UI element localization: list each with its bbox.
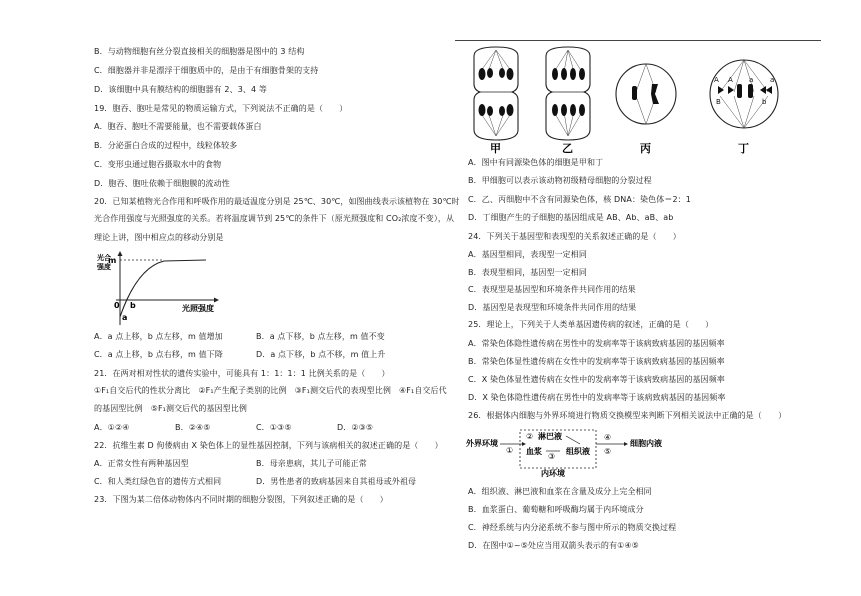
q21-option-c: C．①③⑤	[256, 423, 292, 432]
q23-option-d: D．丁细胞产生的子细胞的基因组成是 AB、Ab、aB、ab	[468, 213, 674, 222]
q21-option-d: D．②③⑤	[337, 423, 374, 432]
svg-text:a: a	[770, 76, 775, 84]
diagram-num-1: ①	[506, 446, 514, 455]
diagram-num-5: ⑤	[604, 447, 612, 456]
q22-option-c: C．和人类红绿色盲的遗传方式相同	[94, 477, 222, 486]
cell-label-yi: 乙	[562, 142, 573, 154]
q25-stem: 25．理论上，下列关于人类单基因遗传病的叙述，正确的是（ ）	[468, 320, 714, 329]
q23-cell-division-figure	[466, 44, 784, 154]
graph-xlabel: 光照强度	[182, 304, 214, 313]
q25-option-b: B．常染色体显性遗传病在女性中的发病率等于该病致病基因的基因频率	[468, 357, 725, 366]
q18-option-b: B．与动物细胞有丝分裂直接相关的细胞器是图中的 3 结构	[94, 47, 305, 56]
cell-yi-figure	[546, 47, 590, 140]
q19-option-d: D．胞吞、胞吐依赖于细胞膜的流动性	[94, 179, 230, 188]
q18-option-c: C．细胞器并非是漂浮于细胞质中的，是由于有细胞骨架的支持	[94, 66, 319, 75]
q20-stem-line1: 20．已知某植物光合作用和呼吸作用的最适温度分别是 25℃、30℃，如图曲线表示该植物在 30℃时	[94, 197, 460, 206]
svg-text:A: A	[714, 76, 719, 84]
cell-bing-figure	[616, 64, 676, 124]
diagram-num-4: ④	[604, 433, 612, 442]
cell-label-ding: 丁	[738, 142, 749, 154]
q22-option-b: B．母亲患病，其儿子可能正常	[256, 459, 367, 468]
svg-text:A: A	[728, 76, 733, 84]
q19-option-b: B．分泌蛋白合成的过程中，线粒体较多	[94, 141, 238, 150]
q20-option-d: D．a 点下移，b 点不移，m 值上升	[256, 350, 386, 359]
q26-option-d: D．在图中①~⑤处应当用双箭头表示的有①④⑤	[468, 541, 639, 550]
q21-option-a: A．①②④	[94, 423, 130, 432]
q24-option-c: C．表现型是基因型和环境条件共同作用的结果	[468, 285, 636, 294]
q26-stem: 26．根据体内细胞与外界环境进行物质交换模型来判断下列相关说法中正确的是（ ）	[468, 411, 787, 420]
q24-stem: 24．下列关于基因型和表现型的关系叙述正确的是（ ）	[468, 232, 681, 241]
header-rule	[455, 40, 821, 41]
graph-origin-label: 0	[114, 301, 120, 310]
q23-option-a: A．图中有同源染色体的细胞是甲和丁	[468, 158, 604, 167]
q21-stem: 21．在两对相对性状的遗传实验中，可能具有 1：1：1：1 比例关系的是（ ）	[94, 369, 390, 378]
q19-option-a: A．胞吞、胞吐不需要能量，也不需要载体蛋白	[94, 122, 262, 131]
diagram-outside-env: 外界环境	[466, 439, 498, 448]
diagram-inner-env: 内环境	[541, 469, 565, 478]
cell-ding-figure	[710, 60, 778, 128]
q24-option-b: B．表现型相同，基因型一定相同	[468, 268, 587, 277]
cell-label-bing: 丙	[640, 142, 651, 154]
q25-option-a: A．常染色体隐性遗传病在男性中的发病率等于该病致病基因的基因频率	[468, 339, 725, 348]
graph-ylabel-2: 强度	[97, 263, 111, 271]
q26-option-b: B．血浆蛋白、葡萄糖和呼吸酶均属于内环境成分	[468, 505, 644, 514]
q26-internal-environment-diagram	[466, 426, 706, 480]
q25-option-c: C．X 染色体显性遗传病在女性中的发病率等于该病致病基因的基因频率	[468, 375, 725, 384]
graph-ylabel-1: 光合	[97, 254, 111, 262]
q20-option-c: C．a 点上移，b 点右移，m 值下降	[94, 350, 223, 359]
graph-b-label: b	[130, 301, 136, 310]
graph-a-label: a	[122, 313, 128, 322]
cell-label-jia: 甲	[490, 142, 501, 154]
q21-option-b: B．②④⑤	[175, 423, 211, 432]
q22-stem: 22．抗维生素 D 佝偻病由 X 染色体上的显性基因控制，下列与该病相关的叙述正确的是（ ）	[94, 441, 443, 450]
q21-items-line2: 的基因型比例 ⑤F₁测交后代的基因型比例	[94, 404, 247, 413]
q24-option-d: D．基因型是表现型和环境条件共同作用的结果	[468, 303, 637, 312]
diagram-lymph: 淋巴液	[538, 432, 562, 441]
q20-option-b: B．a 点下移，b 点左移，m 值不变	[256, 332, 385, 341]
q25-option-d: D．X 染色体隐性遗传病在男性中的发病率等于该病致病基因的基因频率	[468, 393, 726, 402]
q20-photosynthesis-graph	[94, 250, 224, 328]
q23-option-c: C．乙、丙细胞中不含有同源染色体，核 DNA：染色体＝2：1	[468, 195, 691, 204]
graph-m-label: m	[108, 256, 117, 265]
q20-option-a: A．a 点上移，b 点左移，m 值增加	[94, 332, 223, 341]
svg-text:a: a	[749, 76, 754, 84]
q23-stem: 23．下图为某二倍体动物体内不同时期的细胞分裂图，下列叙述正确的是（ ）	[94, 495, 388, 504]
svg-text:B: B	[716, 98, 721, 106]
q26-option-c: C．神经系统与内分泌系统不参与图中所示的物质交换过程	[468, 523, 677, 532]
q19-option-c: C．变形虫通过胞吞摄取水中的食物	[94, 160, 222, 169]
q26-option-a: A．组织液、淋巴液和血浆在含量及成分上完全相同	[468, 487, 652, 496]
q22-option-a: A．正常女性有两种基因型	[94, 459, 189, 468]
diagram-plasma: 血浆	[526, 447, 542, 456]
q24-option-a: A．基因型相同，表现型一定相同	[468, 250, 587, 259]
diagram-num-3: ③	[548, 452, 556, 461]
svg-text:b: b	[762, 98, 767, 106]
q19-stem: 19．胞吞、胞吐是常见的物质运输方式，下列说法不正确的是（ ）	[94, 104, 348, 113]
q21-items-line1: ①F₁自交后代的性状分离比 ②F₁产生配子类别的比例 ③F₁测交后代的表现型比例 ④F₁自交后代	[94, 386, 447, 395]
q23-option-b: B．甲细胞可以表示该动物初级精母细胞的分裂过程	[468, 176, 652, 185]
q18-option-d: D．该细胞中具有膜结构的细胞器有 2、3、4 等	[94, 85, 267, 94]
q20-stem-line3: 理论上讲，图中相应点的移动分别是	[94, 233, 224, 242]
q20-stem-line2: 光合作用强度与光照强度的关系。若将温度调节到 25℃的条件下（原光照强度和 CO₂浓度不变），从	[94, 214, 455, 223]
cell-jia-figure	[474, 47, 518, 140]
diagram-intracellular-fluid: 细胞内液	[630, 439, 662, 448]
diagram-tissue-fluid: 组织液	[566, 447, 590, 456]
diagram-num-2: ②	[526, 432, 534, 441]
q22-option-d: D．男性患者的致病基因来自其祖母或外祖母	[256, 477, 417, 486]
